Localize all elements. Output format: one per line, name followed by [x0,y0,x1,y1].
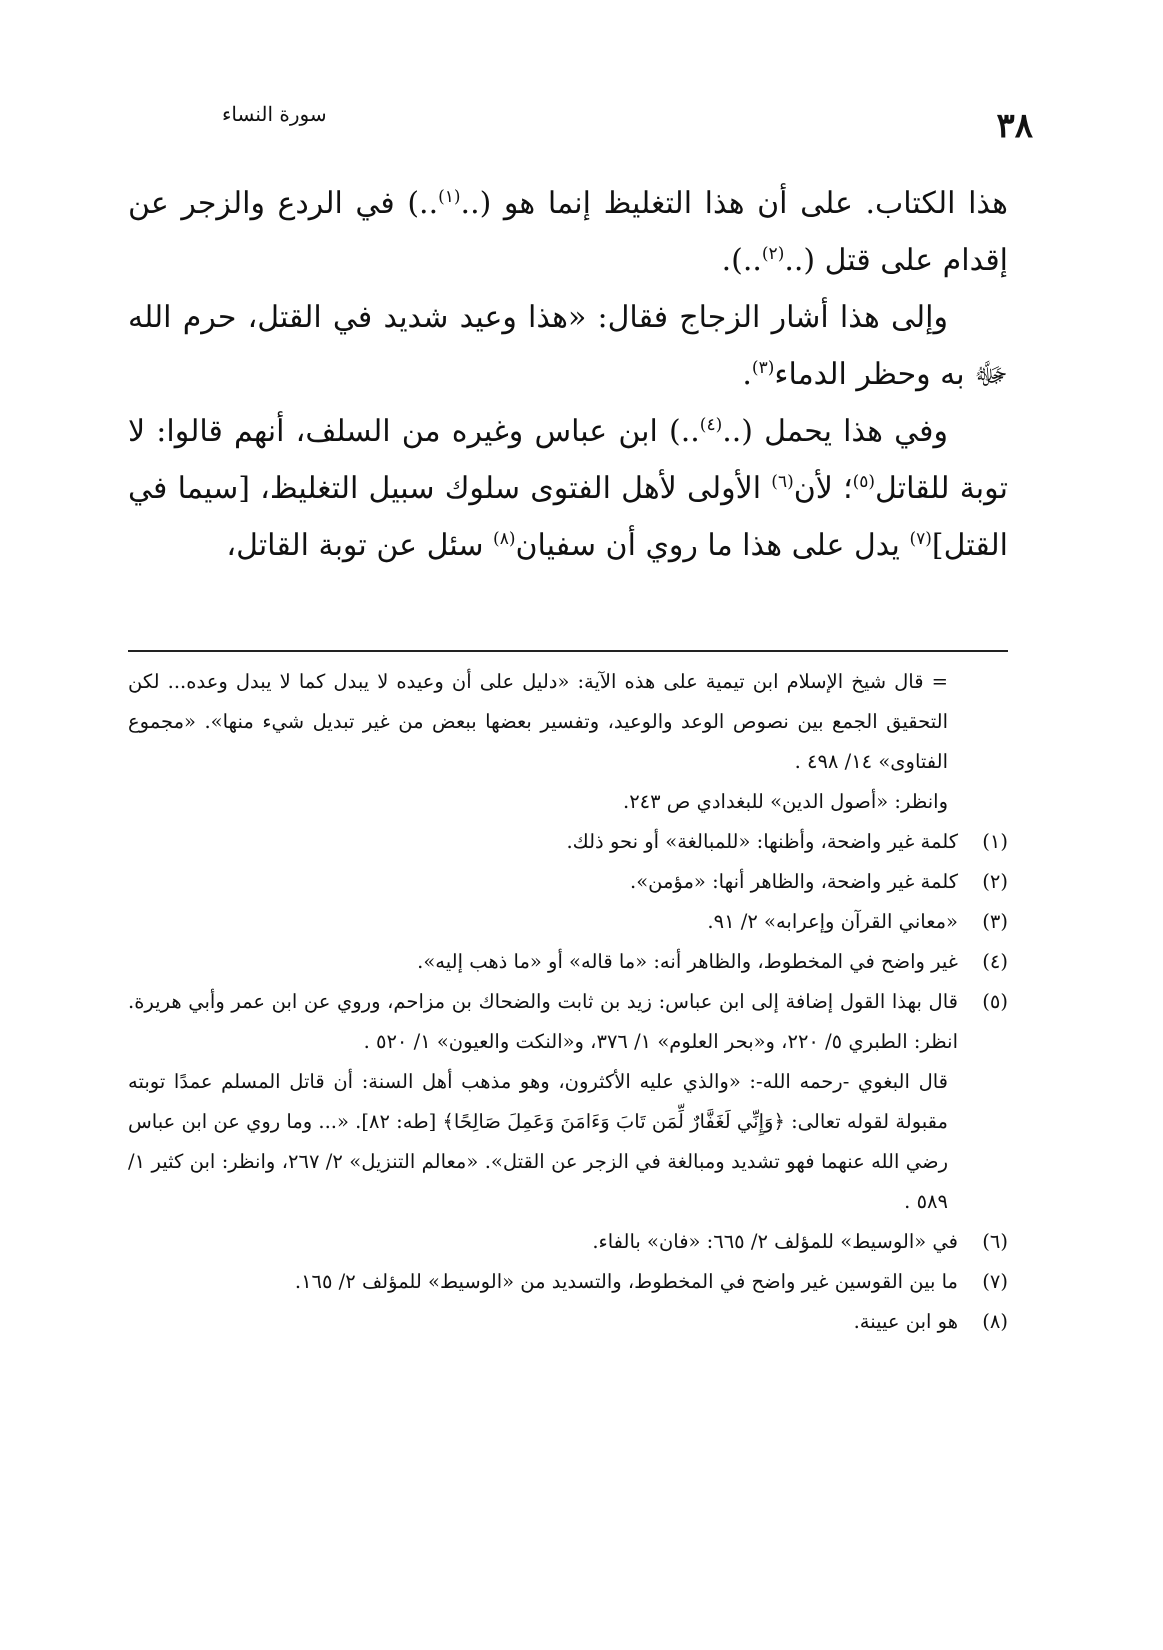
page-number: ٣٨ [996,106,1033,146]
footnote-text: كلمة غير واضحة، والظاهر أنها: «مؤمن». [630,870,958,893]
text-run: ؛ لأن [793,471,853,506]
footnote-continuation: = قال شيخ الإسلام ابن تيمية على هذه الآية: «دليل على أن وعيده لا يبدل كما لا يبدل وعده... لكن التحقيق الجمع بين نصوص الوعد والوعيد، وتفسير بعضها ببعض من غير تبديل شيء منها». «مجموع الفتاوى» ١٤/ ٤٩٨ . [128,670,948,773]
footnote-ref-3: (٣) [751,358,775,378]
page-header [0,96,1163,156]
footnote-7 [128,1262,1008,1302]
text-run: ..) ابن عباس وغيره من السلف، أنهم قالوا: لا توبة للقاتل [128,414,1009,506]
footnote-5 [128,982,1008,1062]
paragraph-1 [128,175,1008,289]
footnote-6 [128,1222,1008,1262]
text-run: هذا الكتاب. على أن هذا التغليظ إنما هو (.. [460,186,1009,221]
footnote-ref-2: (٢) [761,244,785,264]
footnote-4 [128,942,1008,982]
footnote-ref-4: (٤) [699,415,723,435]
footnote-number: (٢) [982,870,1008,893]
footnote-number: (١) [982,830,1008,853]
footnote-text: هو ابن عيينة. [853,1310,958,1333]
footnote-number: (٣) [982,910,1008,933]
footnote-text: في «الوسيط» للمؤلف ٢/ ٦٦٥: «فان» بالفاء. [592,1230,958,1253]
footnote-number: (٦) [982,1230,1008,1253]
footnote-ref-5: (٥) [852,472,876,492]
footnote-text: قال بهذا القول إضافة إلى ابن عباس: زيد بن ثابت والضحاك بن مزاحم، وروي عن ابن عمر وأبي هريرة. انظر: الطبري ٥/ ٢٢٠، و«بحر العلوم» ١/ ٣٧٦، و«النكت والعيون» ١/ ٥٢٠ . [128,990,958,1053]
text-run: وإلى هذا أشار الزجاج فقال: «هذا وعيد شديد في القتل، حرم الله ﷻ به وحظر الدماء [128,300,1008,392]
footnote-continuation: وانظر: «أصول الدين» للبغدادي ص ٢٤٣. [622,790,948,813]
running-title: سورة النساء [222,102,327,126]
footnote-5-continuation: قال البغوي -رحمه الله-: «والذي عليه الأكثرون، وهو مذهب أهل السنة: أن قاتل المسلم عمدًا توبته مقبولة لقوله تعالى: ﴿وَإِنِّي لَغَفَّارٌ لِّمَن تَابَ وَءَامَنَ وَعَمِلَ صَالِحًا﴾ [طه: ٨٢]. «... وما روي عن ابن عباس رضي الله عنهما فهو تشديد ومبالغة في الزجر عن القتل». «معالم التنزيل» ٢/ ٢٦٧، وانظر: ابن كثير ١/ ٥٨٩ . [128,1070,948,1213]
main-text [128,175,1008,574]
footnote-number: (٤) [982,950,1008,973]
footnote-ref-8: (٨) [493,529,516,549]
footnote-ref-7: (٧) [909,529,932,549]
text-run: ..). [721,243,762,278]
footnote-number: (٨) [982,1310,1008,1333]
footnote-ref-1: (١) [438,187,461,207]
paragraph-3 [128,403,1008,574]
footnote-text: غير واضح في المخطوط، والظاهر أنه: «ما قاله» أو «ما ذهب إليه». [417,950,958,973]
footnote-text: كلمة غير واضحة، وأظنها: «للمبالغة» أو نحو ذلك. [566,830,958,853]
text-run: وفي هذا يحمل (.. [722,414,949,449]
footnotes [128,662,1008,1342]
text-run: سئل عن توبة القاتل، [226,528,494,563]
footnote-text: «معاني القرآن وإعرابه» ٢/ ٩١. [707,910,958,933]
text-run: يدل على هذا ما روي أن سفيان [515,528,910,563]
footnote-3 [128,902,1008,942]
text-run: الأولى لأهل الفتوى سلوك سبيل التغليظ، [سيما في القتل] [128,471,1008,563]
footnote-text: ما بين القوسين غير واضح في المخطوط، والتسديد من «الوسيط» للمؤلف ٢/ ١٦٥. [294,1270,958,1293]
footnote-1 [128,822,1008,862]
text-run: . [742,357,752,392]
text-run: ..) في الردع والزجر عن إقدام على قتل (.. [128,186,1008,278]
footnote-number: (٧) [982,1270,1008,1293]
footnote-2 [128,862,1008,902]
footnote-separator [128,650,1008,652]
footnote-8 [128,1302,1008,1342]
footnote-number: (٥) [982,990,1008,1013]
paragraph-2 [128,289,1008,403]
footnote-ref-6: (٦) [771,472,794,492]
